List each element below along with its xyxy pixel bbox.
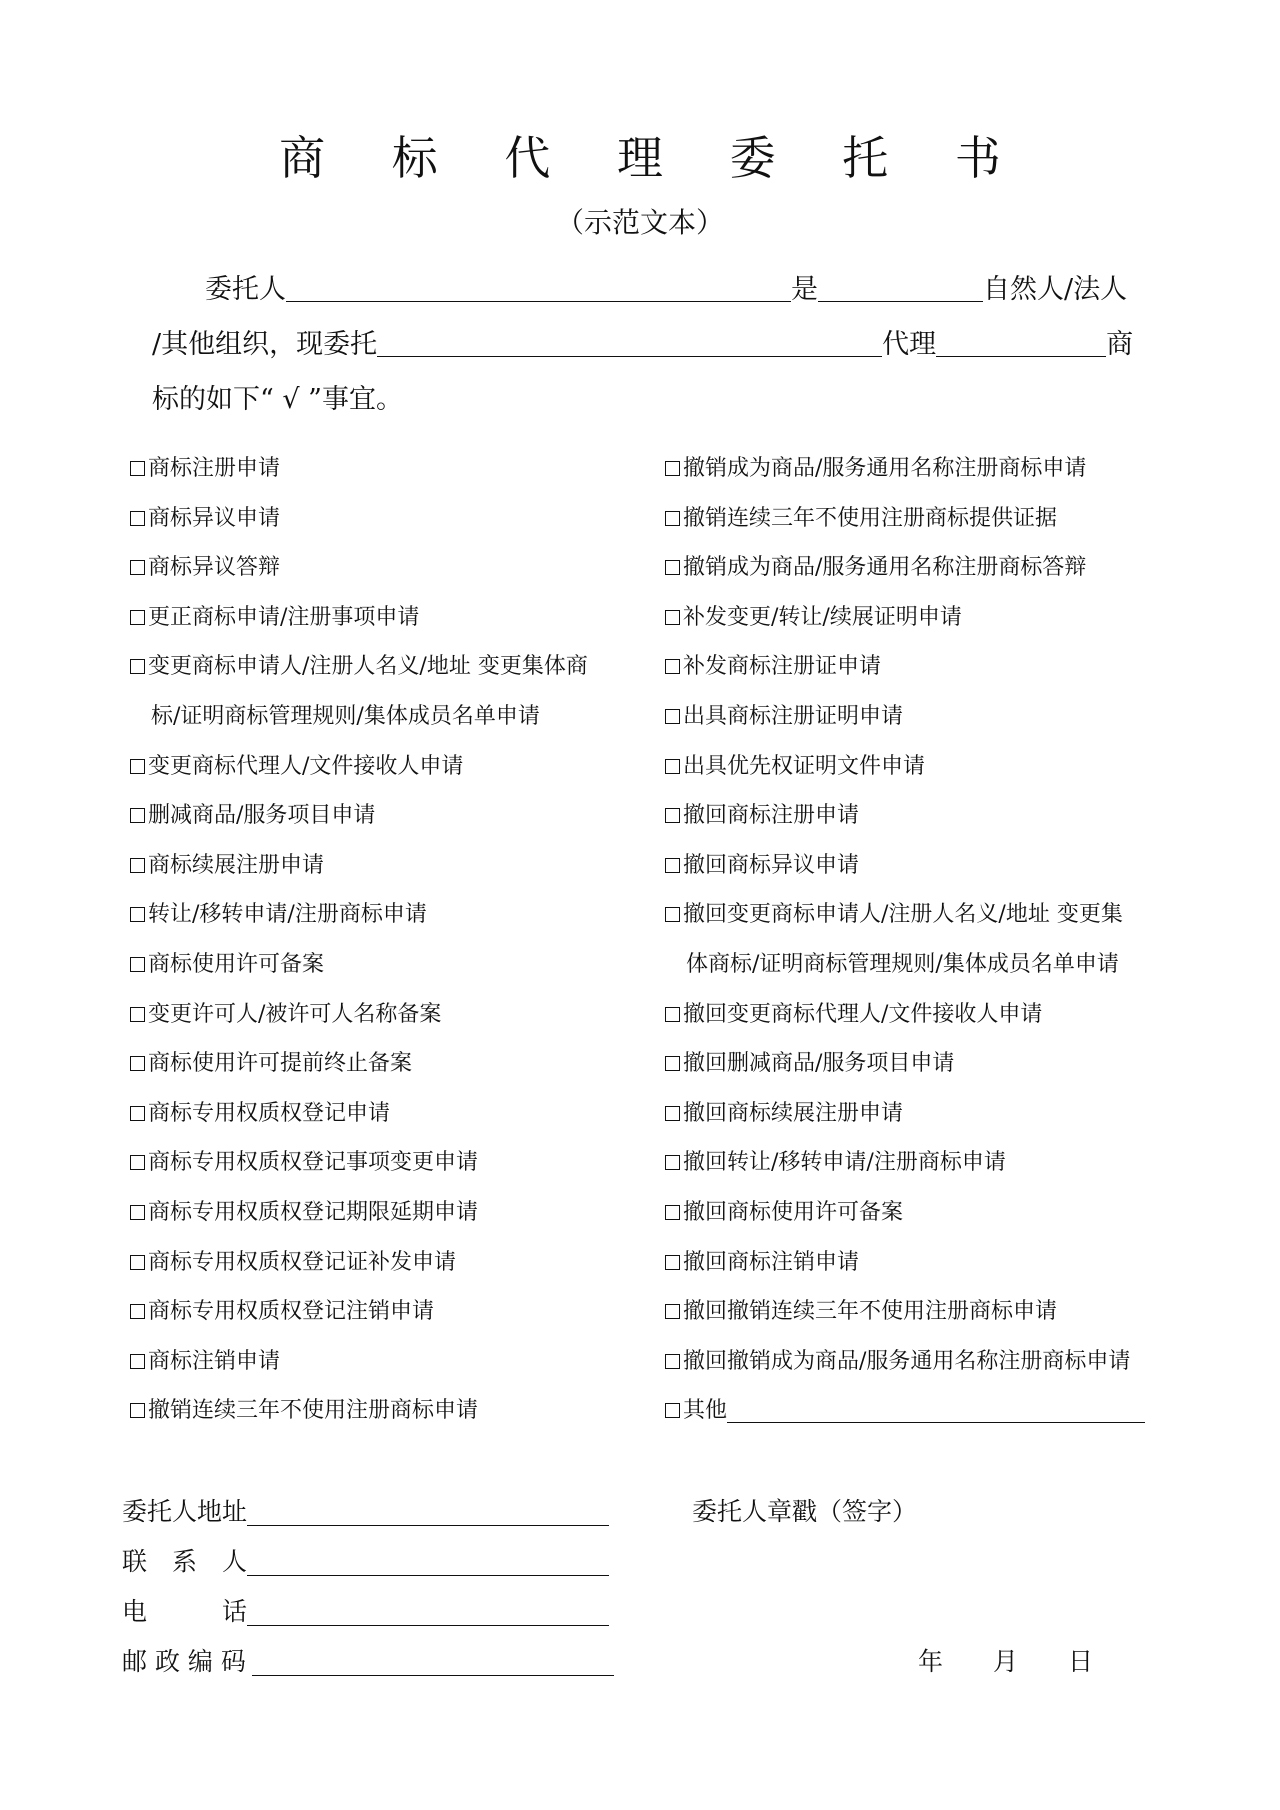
checklist-item-continuation: 体商标/证明商标管理规则/集体成员名单申请 [686, 951, 1119, 977]
checklist-item[interactable]: 撤回转让/移转申请/注册商标申请 [665, 1146, 1165, 1196]
checkbox[interactable] [665, 1205, 680, 1220]
checklist-item[interactable]: 撤销连续三年不使用注册商标提供证据 [665, 502, 1165, 552]
year-label: 年 [918, 1647, 944, 1676]
checkbox[interactable] [665, 709, 680, 724]
day-label: 日 [1068, 1647, 1094, 1676]
checkbox[interactable] [130, 511, 145, 526]
checkbox[interactable] [665, 907, 680, 922]
contact-field[interactable] [247, 1545, 609, 1576]
intro-line-1 [205, 270, 1127, 310]
left-checklist [130, 452, 650, 1444]
checkbox[interactable] [130, 858, 145, 873]
agent-name-field[interactable] [377, 326, 882, 357]
checklist-item[interactable]: 撤回撤销连续三年不使用注册商标申请 [665, 1295, 1165, 1345]
checkbox[interactable] [665, 1403, 680, 1418]
checklist-item[interactable]: 撤销成为商品/服务通用名称注册商标申请 [665, 452, 1165, 502]
checklist-item[interactable]: 商标专用权质权登记注销申请 [130, 1295, 650, 1345]
month-label: 月 [993, 1647, 1019, 1676]
checkbox[interactable] [130, 610, 145, 625]
entrust-label: /其他组织，现委托 [152, 329, 378, 360]
represent-field[interactable] [936, 326, 1106, 357]
checklist-item[interactable]: 撤回商标续展注册申请 [665, 1097, 1165, 1147]
checkbox[interactable] [665, 858, 680, 873]
intro-line-3: 标的如下“ √ ”事宜。 [152, 384, 403, 415]
seal-label: 委托人章戳（签字） [692, 1497, 918, 1526]
checklist-item[interactable]: 商标注册申请 [130, 452, 650, 502]
principal-label: 委托人 [205, 274, 286, 305]
checklist-item[interactable]: 出具商标注册证明申请 [665, 700, 1165, 750]
checklist-item[interactable]: 删减商品/服务项目申请 [130, 799, 650, 849]
checklist-item[interactable]: 补发变更/转让/续展证明申请 [665, 601, 1165, 651]
checkbox[interactable] [130, 1354, 145, 1369]
checklist-item[interactable]: 商标使用许可备案 [130, 948, 650, 998]
checkbox[interactable] [665, 511, 680, 526]
checkbox[interactable] [130, 1304, 145, 1319]
address-row [122, 1492, 609, 1532]
checkbox[interactable] [665, 1304, 680, 1319]
checkbox[interactable] [130, 659, 145, 674]
checklist-item-continuation: 标/证明商标管理规则/集体成员名单申请 [151, 703, 540, 729]
checklist-item[interactable]: 撤销连续三年不使用注册商标申请 [130, 1394, 650, 1444]
checklist-item[interactable]: 商标注销申请 [130, 1345, 650, 1395]
checkbox[interactable] [665, 1007, 680, 1022]
checklist-item[interactable]: 撤回商标注册申请 [665, 799, 1165, 849]
checklist-item[interactable]: 商标专用权质权登记申请 [130, 1097, 650, 1147]
checkbox[interactable] [130, 907, 145, 922]
checklist-item[interactable]: 撤回商标异议申请 [665, 849, 1165, 899]
checklist-item[interactable]: 撤销成为商品/服务通用名称注册商标答辩 [665, 551, 1165, 601]
checklist-item[interactable]: 更正商标申请/注册事项申请 [130, 601, 650, 651]
checkbox[interactable] [665, 461, 680, 476]
checklist-item[interactable]: 撤回删减商品/服务项目申请 [665, 1047, 1165, 1097]
checklist-item[interactable]: 撤回变更商标代理人/文件接收人申请 [665, 998, 1165, 1048]
checkbox[interactable] [130, 957, 145, 972]
phone-field[interactable] [247, 1595, 609, 1626]
checklist-item[interactable]: 商标使用许可提前终止备案 [130, 1047, 650, 1097]
checklist-item[interactable]: 商标专用权质权登记期限延期申请 [130, 1196, 650, 1246]
checklist-item-other[interactable]: 其他 [665, 1394, 1165, 1444]
checklist-item[interactable]: 出具优先权证明文件申请 [665, 750, 1165, 800]
intro-line-2 [152, 325, 1133, 365]
postcode-row [122, 1642, 614, 1682]
checkbox[interactable] [665, 1155, 680, 1170]
checkbox[interactable] [130, 1007, 145, 1022]
address-label: 委托人地址 [122, 1497, 248, 1526]
checkbox[interactable] [665, 560, 680, 575]
checkbox[interactable] [130, 461, 145, 476]
checkbox[interactable] [130, 1056, 145, 1071]
checkbox[interactable] [130, 1205, 145, 1220]
checkbox[interactable] [665, 1106, 680, 1121]
checkbox[interactable] [130, 1155, 145, 1170]
person-type-label: 自然人/法人 [983, 274, 1128, 305]
trademark-char: 商 [1106, 329, 1134, 360]
checkbox[interactable] [665, 610, 680, 625]
checklist-item[interactable]: 撤回变更商标申请人/注册人名义/地址 变更集 [665, 898, 1165, 948]
checklist-item[interactable]: 补发商标注册证申请 [665, 650, 1165, 700]
represent-label: 代理 [882, 329, 937, 360]
checklist-item[interactable]: 商标专用权质权登记事项变更申请 [130, 1146, 650, 1196]
document-title: 商 标 代 理 委 托 书 [279, 131, 1027, 185]
checkbox[interactable] [130, 808, 145, 823]
principal-type-field[interactable] [818, 271, 983, 302]
checkbox[interactable] [665, 759, 680, 774]
right-checklist [665, 452, 1165, 1444]
checkbox[interactable] [130, 1403, 145, 1418]
checklist-item[interactable]: 商标专用权质权登记证补发申请 [130, 1246, 650, 1296]
checkbox[interactable] [665, 659, 680, 674]
checklist-item[interactable]: 转让/移转申请/注册商标申请 [130, 898, 650, 948]
contact-row [122, 1542, 609, 1582]
checklist-item[interactable]: 撤回商标使用许可备案 [665, 1196, 1165, 1246]
document-subtitle: （示范文本） [555, 206, 724, 239]
checkbox[interactable] [665, 1056, 680, 1071]
phone-label: 电 话 [122, 1597, 248, 1626]
contact-label: 联 系 人 [122, 1547, 248, 1576]
phone-row [122, 1592, 609, 1632]
checkbox[interactable] [130, 1106, 145, 1121]
checklist-item[interactable]: 商标续展注册申请 [130, 849, 650, 899]
is-label: 是 [791, 274, 818, 305]
checkbox[interactable] [130, 560, 145, 575]
checklist-item[interactable]: 撤回商标注销申请 [665, 1246, 1165, 1296]
checklist-item[interactable]: 撤回撤销成为商品/服务通用名称注册商标申请 [665, 1345, 1165, 1395]
checklist-item[interactable]: 变更商标申请人/注册人名义/地址 变更集体商 [130, 650, 650, 700]
checklist-item[interactable]: 变更许可人/被许可人名称备案 [130, 998, 650, 1048]
checkbox[interactable] [665, 1255, 680, 1270]
checklist-item[interactable]: 商标异议申请 [130, 502, 650, 552]
checkbox[interactable] [665, 808, 680, 823]
checkbox[interactable] [130, 1255, 145, 1270]
postcode-label: 邮 政 编 码 [122, 1647, 246, 1676]
address-field[interactable] [247, 1495, 609, 1526]
date-row [918, 1642, 1093, 1682]
other-field[interactable] [727, 1396, 1145, 1423]
checklist-item[interactable]: 变更商标代理人/文件接收人申请 [130, 750, 650, 800]
postcode-field[interactable] [252, 1645, 614, 1676]
checklist-item[interactable]: 商标异议答辩 [130, 551, 650, 601]
checkbox[interactable] [130, 759, 145, 774]
checkbox[interactable] [665, 1354, 680, 1369]
principal-name-field[interactable] [286, 271, 791, 302]
